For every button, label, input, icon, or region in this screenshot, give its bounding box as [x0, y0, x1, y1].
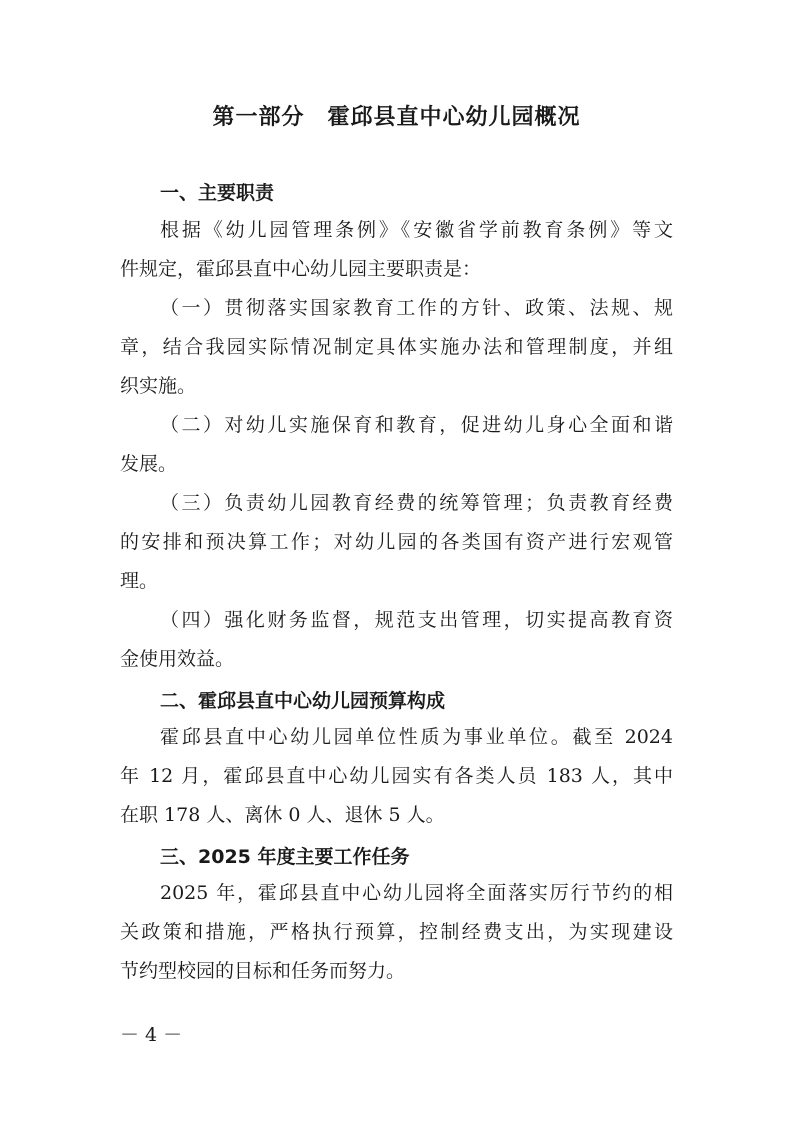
- paragraph-line: （四）强化财务监督，规范支出管理，切实提高教育资: [160, 609, 673, 631]
- paragraph-line: 在职 178 人、离休 0 人、退休 5 人。: [120, 804, 445, 826]
- paragraph-line: 金使用效益。: [120, 648, 235, 670]
- paragraph-line: 发展。: [120, 453, 178, 475]
- paragraph-line: 节约型校园的目标和任务而努力。: [120, 960, 406, 982]
- section-heading-budget: 二、霍邱县直中心幼儿园预算构成: [160, 690, 446, 712]
- paragraph-line: 2025 年，霍邱县直中心幼儿园将全面落实厉行节约的相: [160, 882, 673, 904]
- paragraph-line: （三）负责幼儿园教育经费的统筹管理；负责教育经费: [160, 492, 673, 514]
- section-heading-tasks: 三、2025 年度主要工作任务: [160, 846, 410, 868]
- paragraph-line: 年 12 月，霍邱县直中心幼儿园实有各类人员 183 人，其中: [120, 765, 673, 787]
- page-title: 第一部分 霍邱县直中心幼儿园概况: [212, 105, 581, 130]
- paragraph-line: 关政策和措施，严格执行预算，控制经费支出，为实现建设: [120, 921, 673, 943]
- paragraph-line: 织实施。: [120, 375, 197, 397]
- paragraph-line: 章，结合我园实际情况制定具体实施办法和管理制度，并组: [120, 336, 673, 358]
- paragraph-line: 根据《幼儿园管理条例》《安徽省学前教育条例》等文: [160, 219, 673, 241]
- page-number: － 4 －: [120, 1024, 183, 1046]
- paragraph-line: 霍邱县直中心幼儿园单位性质为事业单位。截至 2024: [160, 726, 673, 748]
- paragraph-line: 理。: [120, 570, 159, 592]
- paragraph-line: （二）对幼儿实施保育和教育，促进幼儿身心全面和谐: [160, 414, 673, 436]
- section-heading-duties: 一、主要职责: [160, 182, 275, 204]
- paragraph-line: 件规定，霍邱县直中心幼儿园主要职责是：: [120, 258, 482, 280]
- paragraph-line: （一）贯彻落实国家教育工作的方针、政策、法规、规: [160, 297, 673, 319]
- paragraph-line: 的安排和预决算工作；对幼儿园的各类国有资产进行宏观管: [120, 531, 673, 553]
